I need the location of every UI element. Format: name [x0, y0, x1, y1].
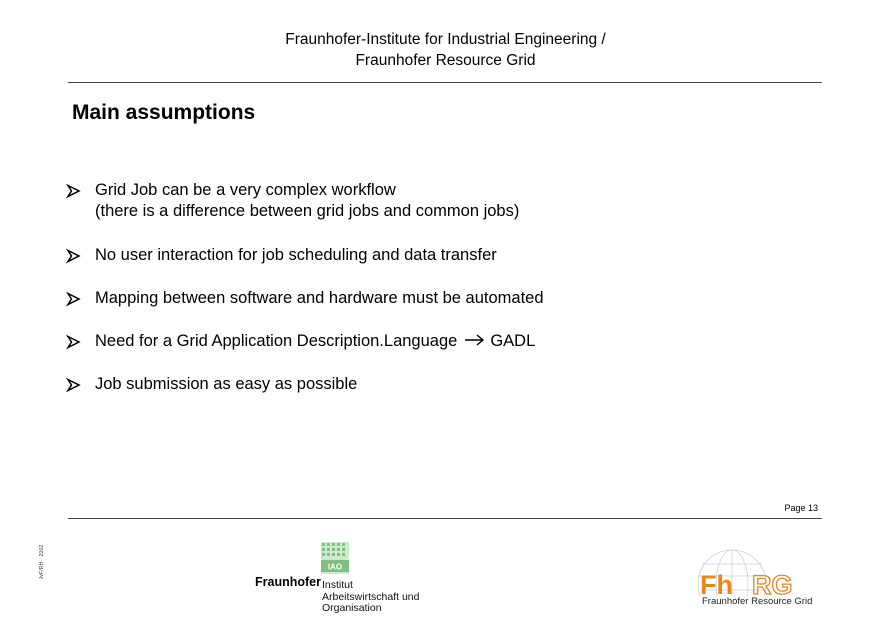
footer-divider: [68, 518, 822, 519]
bullet-text-line-1: Grid Job can be a very complex workflow: [95, 181, 396, 199]
bullet-text-main: Need for a Grid Application Description.Language: [95, 332, 458, 350]
institute-name: [322, 580, 419, 615]
side-code: [37, 543, 46, 583]
fhrg-caption: Fraunhofer Resource Grid: [702, 596, 813, 607]
bullet-text: Mapping between software and hardware must be automated: [95, 289, 544, 307]
arrowhead-bullet-icon: [66, 374, 82, 395]
institute-line-1: Institut: [322, 579, 353, 591]
side-code-text: JvF/RH · 2002: [39, 544, 45, 580]
bullet-item: [66, 245, 544, 266]
fhrg-logo: [696, 546, 828, 616]
bullet-item: [66, 288, 544, 309]
bullet-item: [66, 374, 544, 395]
header-divider: [68, 82, 822, 83]
iao-grid-icon: [321, 542, 349, 574]
fraunhofer-wordmark: Fraunhofer: [255, 575, 321, 589]
slide-header: [0, 29, 891, 71]
bullet-text: Job submission as easy as possible: [95, 375, 358, 393]
bullet-text: [95, 331, 544, 352]
arrowhead-bullet-icon: [66, 180, 82, 201]
bullet-item: [66, 180, 544, 222]
bullet-list: [66, 180, 544, 395]
arrowhead-bullet-icon: [66, 331, 82, 352]
bullet-item: [66, 331, 544, 352]
slide-title: Main assumptions: [72, 101, 256, 124]
bullet-text: No user interaction for job scheduling and data transfer: [95, 246, 497, 264]
page-number: Page 13: [784, 503, 818, 513]
fhrg-mark-left: Fh: [700, 570, 733, 596]
institute-line-3: Organisation: [322, 602, 382, 614]
arrowhead-bullet-icon: [66, 288, 82, 309]
fhrg-globe-icon: [696, 546, 828, 596]
fraunhofer-iao-logo: [255, 540, 425, 620]
header-line-1: Fraunhofer-Institute for Industrial Engineering /: [285, 31, 606, 48]
header-line-2: Fraunhofer Resource Grid: [355, 52, 536, 69]
fhrg-mark-right: RG: [752, 570, 793, 596]
arrowhead-bullet-icon: [66, 245, 82, 266]
iao-badge-text: IAO: [327, 562, 343, 572]
bullet-text-target: GADL: [490, 332, 536, 350]
bullet-text-line-2: (there is a difference between grid jobs and common jobs): [95, 202, 520, 220]
institute-line-2: Arbeitswirtschaft und: [322, 590, 420, 603]
right-arrow-icon: [464, 333, 486, 347]
